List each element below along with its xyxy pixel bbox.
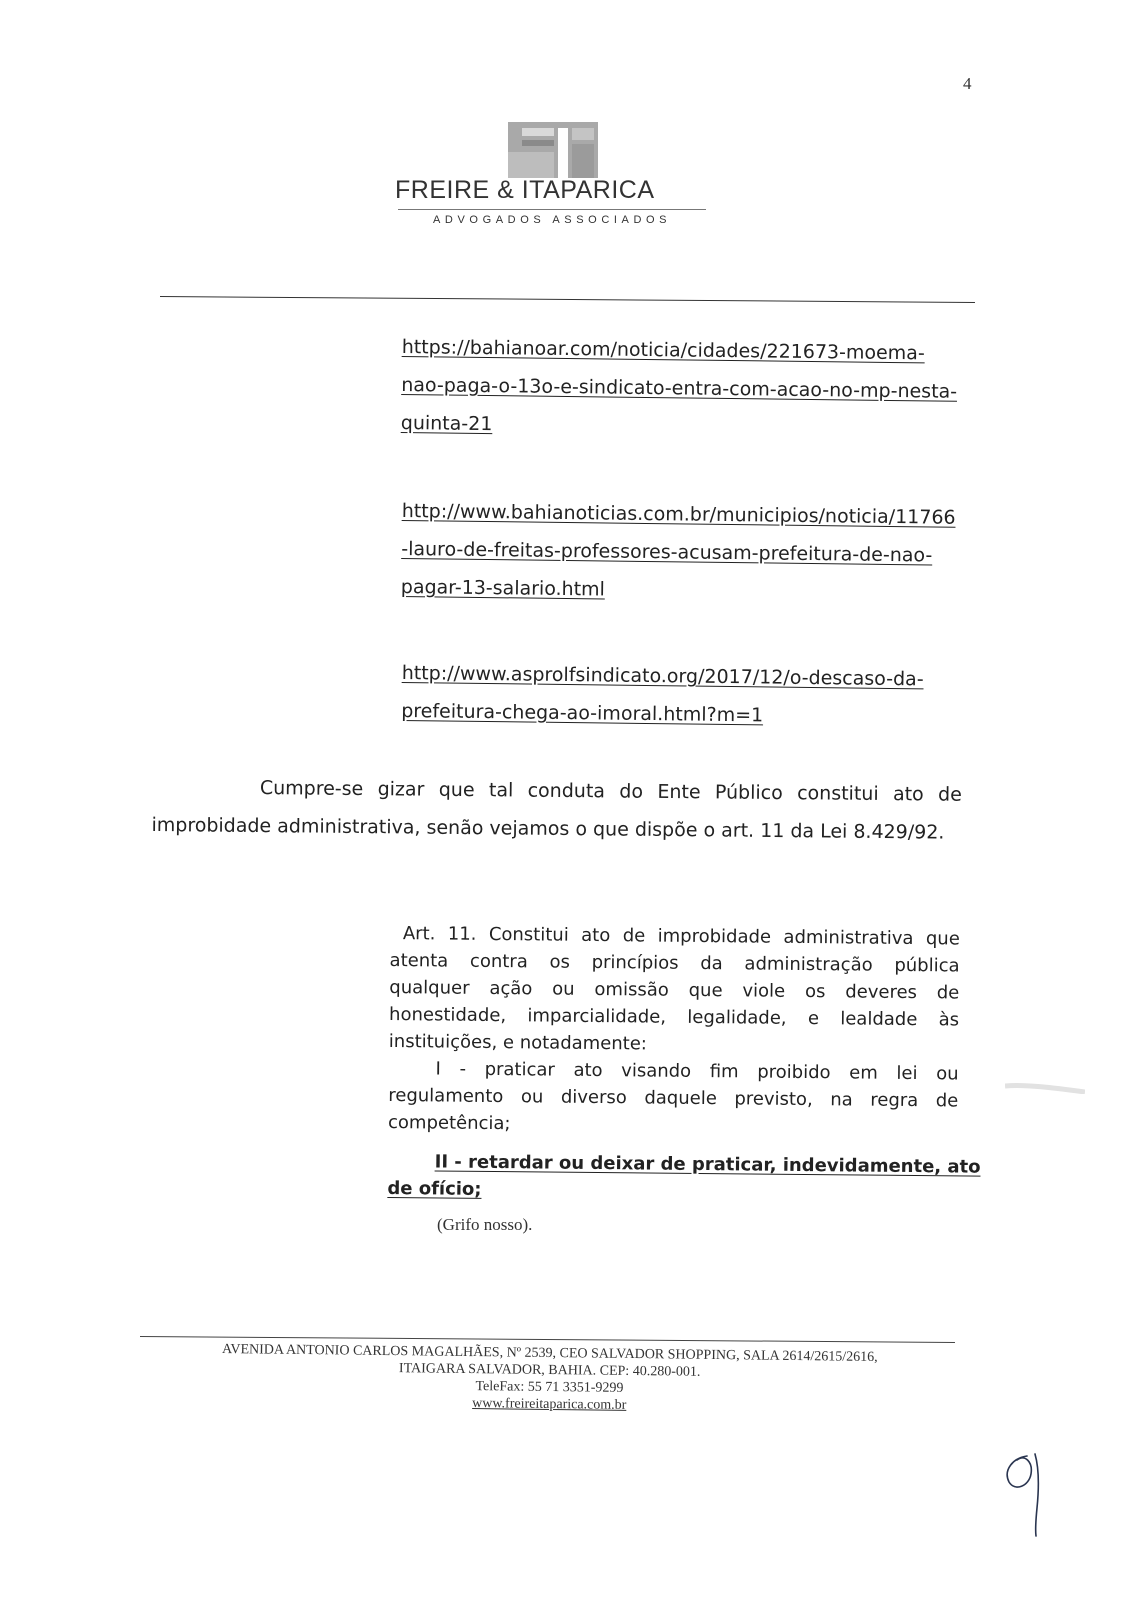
paragraph-line: improbidade administrativa, senão vejamos o que dispõe o art. 11 da Lei 8.429/92. (151, 813, 945, 844)
logo-divider (398, 209, 706, 210)
link-line[interactable]: http://www.asprolfsindicato.org/2017/12/o-descaso-da- (401, 661, 924, 691)
quote-line: qualquer ação ou omissão que viole os deveres de (389, 976, 960, 1004)
quote-emphasis-line: de ofício; (387, 1177, 482, 1200)
quote-line: I - praticar ato visando fim proibido em lei ou (435, 1058, 959, 1085)
link-line[interactable]: -lauro-de-freitas-professores-acusam-prefeitura-de-nao- (401, 537, 933, 567)
news-link-2[interactable] (401, 492, 962, 613)
website-link[interactable]: www.freireitaparica.com.br (472, 1396, 627, 1413)
quote-line: Art. 11. Constitui ato de improbidade administrativa que (402, 923, 960, 950)
law-quote (387, 920, 981, 1207)
address-line: ITAIGARA SALVADOR, BAHIA. CEP: 40.280-001. (398, 1361, 701, 1380)
link-line[interactable]: prefeitura-chega-ao-imoral.html?m=1 (401, 699, 764, 727)
telefax: TeleFax: 55 71 3351-9299 (475, 1379, 624, 1396)
firm-name: FREIRE & ITAPARICA (395, 176, 655, 204)
paragraph-line: Cumpre-se gizar que tal conduta do Ente Público constitui ato de (259, 777, 962, 806)
news-link-3[interactable] (401, 654, 962, 737)
grifo-note: (Grifo nosso). (437, 1215, 533, 1234)
quote-line: regulamento ou diverso daquele previsto, na regra de (388, 1084, 959, 1112)
footer-address (149, 1340, 950, 1418)
scan-smudge (1005, 1080, 1085, 1094)
header-divider (160, 296, 975, 303)
quote-line: competência; (387, 1111, 511, 1135)
link-line[interactable]: nao-paga-o-13o-e-sindicato-entra-com-acao-no-mp-nesta- (401, 373, 958, 403)
quote-line: honestidade, imparcialidade, legalidade, e lealdade às (388, 1003, 960, 1031)
link-line[interactable]: quinta-21 (400, 411, 493, 436)
link-line[interactable]: pagar-13-salario.html (400, 575, 606, 601)
quote-line: instituições, e notadamente: (388, 1030, 648, 1055)
news-link-1[interactable] (401, 328, 962, 449)
address-line: AVENIDA ANTONIO CARLOS MAGALHÃES, Nº 2539, CEO SALVADOR SHOPPING, SALA 2614/2615/2616, (221, 1341, 878, 1366)
quote-line: atenta contra os princípios da administração pública (389, 949, 960, 977)
firm-subtitle: ADVOGADOS ASSOCIADOS (433, 214, 672, 226)
link-line[interactable]: http://www.bahianoticias.com.br/municipios/noticia/11766 (401, 499, 956, 529)
body-paragraph (151, 776, 962, 844)
quote-emphasis-line: II - retardar ou deixar de praticar, indevidamente, ato (434, 1151, 981, 1178)
firm-logo-icon (508, 122, 598, 178)
link-line[interactable]: https://bahianoar.com/noticia/cidades/221673-moema- (401, 335, 925, 365)
page-number: 4 (963, 74, 972, 93)
handwritten-initial-icon (995, 1448, 1065, 1538)
